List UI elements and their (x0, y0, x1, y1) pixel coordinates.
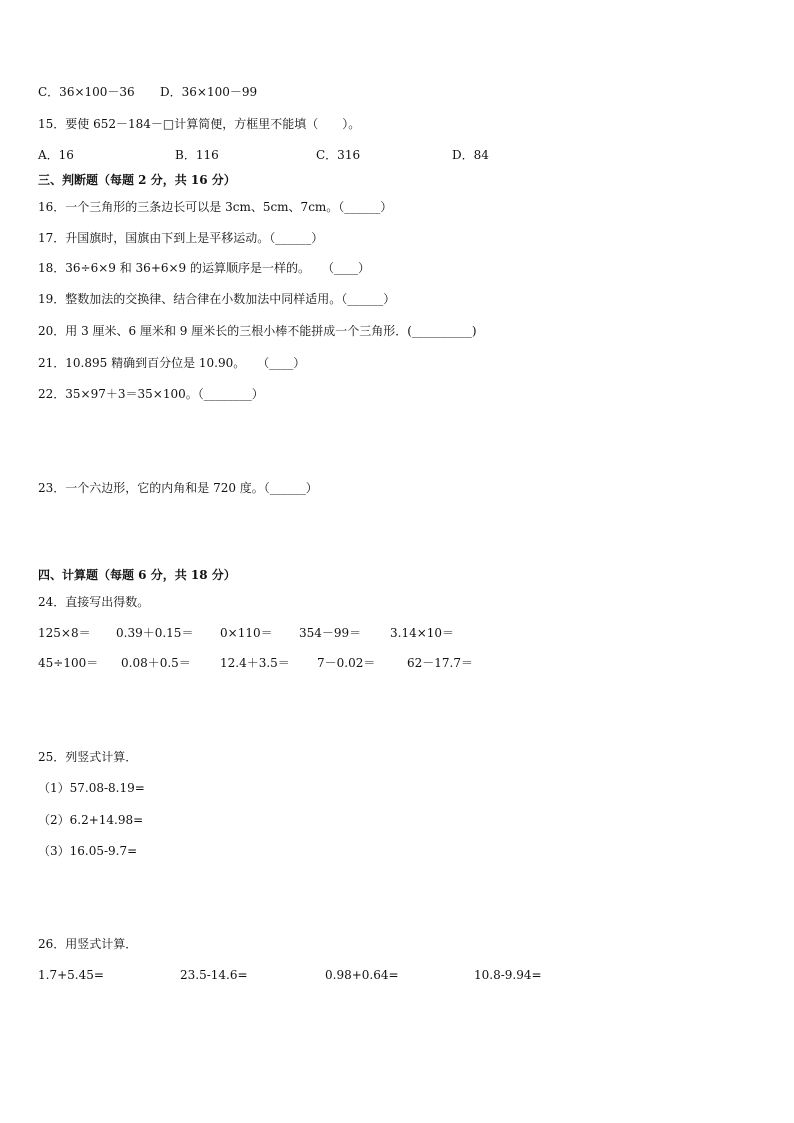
q23: 23．一个六边形，它的内角和是 720 度。（______） (38, 481, 318, 495)
q26-item: 0.98+0.64= (325, 968, 399, 982)
q26-item: 1.7+5.45= (38, 968, 104, 982)
q25-item: （2）6.2+14.98= (38, 813, 144, 827)
q24-expr: 125×8＝ (38, 626, 91, 640)
q19: 19．整数加法的交换律、结合律在小数加法中同样适用。（______） (38, 292, 396, 306)
q24-stem: 24．直接写出得数。 (38, 595, 150, 609)
q16: 16．一个三角形的三条边长可以是 3cm、5cm、7cm。（______） (38, 200, 393, 214)
section-4-title: 四、计算题（每题 6 分，共 18 分） (38, 568, 236, 582)
section-3-title: 三、判断题（每题 2 分，共 16 分） (38, 173, 236, 187)
q15-option-a: A．16 (38, 148, 74, 162)
q15-stem: 15．要使 652－184－□计算简便，方框里不能填（ ）。 (38, 117, 361, 131)
q20: 20．用 3 厘米、6 厘米和 9 厘米长的三根小棒不能拼成一个三角形．(__________) (38, 324, 477, 338)
q14-option-d: D．36×100－99 (160, 85, 258, 99)
q14-option-c: C．36×100－36 (38, 85, 135, 99)
q24-expr: 0.08＋0.5＝ (121, 656, 191, 670)
q21: 21．10.895 精确到百分位是 10.90。 （____） (38, 356, 306, 370)
q26-item: 10.8-9.94= (474, 968, 542, 982)
q24-expr: 0.39＋0.15＝ (116, 626, 194, 640)
q26-stem: 26．用竖式计算． (38, 937, 138, 951)
q24-expr: 354－99＝ (299, 626, 362, 640)
q25-item: （1）57.08-8.19= (38, 781, 145, 795)
q15-option-c: C．316 (316, 148, 361, 162)
q18: 18．36÷6×9 和 36+6×9 的运算顺序是一样的。 （____） (38, 261, 371, 275)
q25-item: （3）16.05-9.7= (38, 844, 138, 858)
q24-expr: 3.14×10＝ (390, 626, 455, 640)
q17: 17．升国旗时，国旗由下到上是平移运动。（______） (38, 231, 324, 245)
q26-item: 23.5-14.6= (180, 968, 248, 982)
q22: 22．35×97＋3＝35×100。（________） (38, 387, 264, 401)
q15-option-d: D．84 (452, 148, 489, 162)
q24-expr: 0×110＝ (220, 626, 273, 640)
q24-expr: 7－0.02＝ (317, 656, 376, 670)
q24-expr: 12.4＋3.5＝ (220, 656, 290, 670)
q15-option-b: B．116 (175, 148, 219, 162)
q24-expr: 45÷100＝ (38, 656, 99, 670)
q24-expr: 62－17.7＝ (407, 656, 473, 670)
q25-stem: 25．列竖式计算． (38, 750, 138, 764)
